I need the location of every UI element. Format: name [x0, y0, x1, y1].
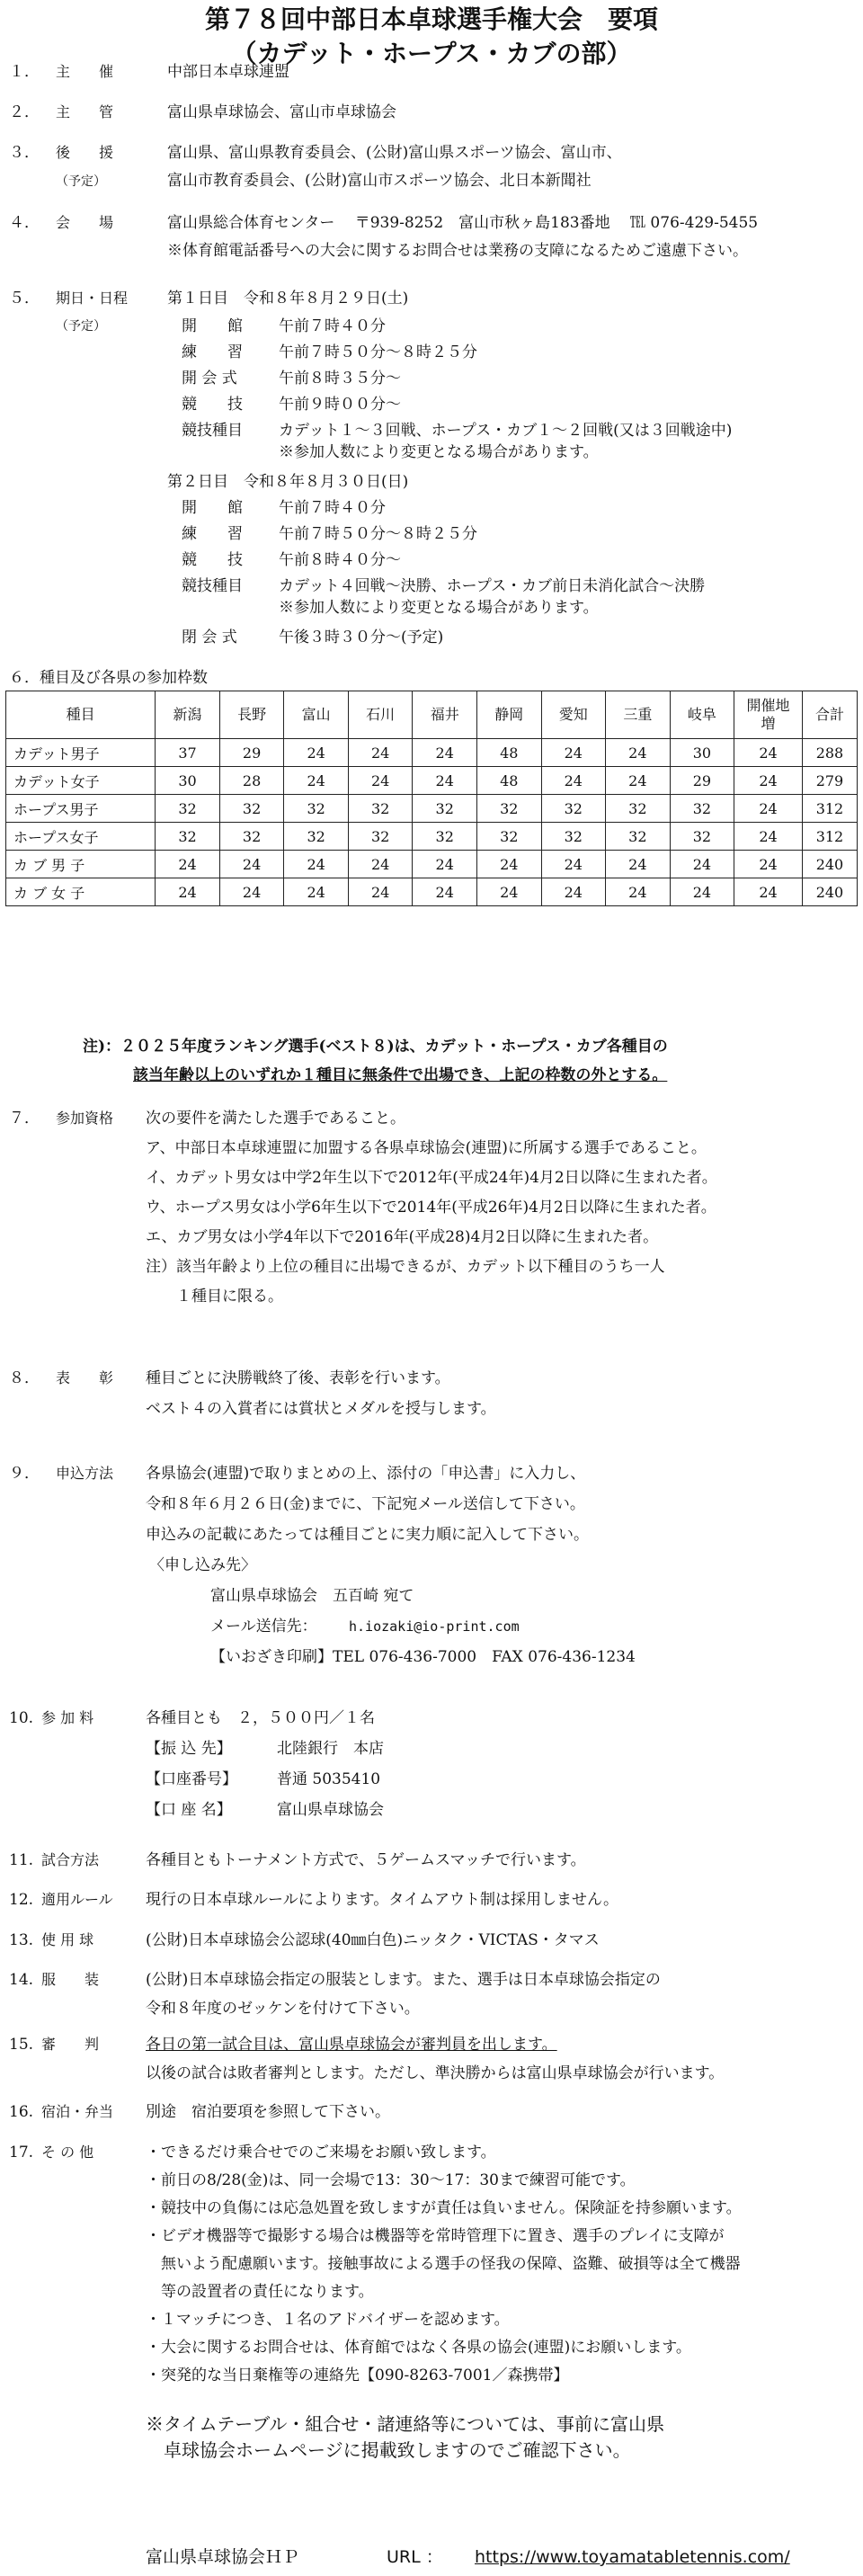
- table-cell: 279: [802, 767, 857, 795]
- day2-item-value: 午前７時４０分: [279, 499, 386, 517]
- bank-value: 北陸銀行 本店: [277, 1740, 384, 1758]
- table-header: 岐阜: [670, 691, 734, 739]
- footer-label: 富山県卓球協会ＨＰ: [146, 2547, 300, 2567]
- table-cell: 32: [156, 795, 220, 823]
- table-cell: 24: [734, 823, 803, 851]
- section-5-day2: 第２日目 令和８年８月３０日(日): [167, 473, 409, 491]
- other-note-line: 等の設置者の責任になります。: [146, 2283, 374, 2301]
- section-16-number: 16.: [9, 2103, 34, 2121]
- day1-item-label: 練 習: [182, 343, 243, 361]
- table-cell: 32: [541, 823, 606, 851]
- section-10-line1: 各種目とも ２，５００円／１名: [146, 1709, 375, 1727]
- eligibility-line: ウ、ホープス男女は小学6年生以下で2014年(平成26年)4月2日以降に生まれた者。: [146, 1199, 716, 1217]
- table-cell: 24: [734, 878, 803, 906]
- section-9-number: ９．: [9, 1465, 40, 1483]
- day1-item-note: ※参加人数により変更となる場合があります。: [279, 443, 599, 461]
- day2-item-label: 競技種目: [182, 577, 243, 595]
- table-cell: 28: [219, 767, 284, 795]
- day1-item-label: 開 会 式: [182, 370, 237, 388]
- table-cell: 32: [670, 823, 734, 851]
- section-8-line2: ベスト４の入賞者には賞状とメダルを授与します。: [146, 1400, 496, 1418]
- eligibility-line: エ、カブ男女は小学4年以下で2016年(平成28)4月2日以降に生まれた者。: [146, 1228, 659, 1246]
- ranking-note-line1: 注)：２０２５年度ランキング選手(ベスト８)は、カデット・ホープス・カブ各種目の: [83, 1038, 668, 1056]
- section-2-number: ２．: [9, 103, 40, 121]
- other-note-line: ・ビデオ機器等で撮影する場合は機器等を常時管理下に置き、選手のプレイに支障が: [146, 2227, 725, 2245]
- table-cell: 24: [413, 878, 477, 906]
- application-destination-label: 〈申し込み先〉: [149, 1556, 256, 1574]
- table-row: [6, 851, 858, 878]
- table-cell: 32: [606, 823, 671, 851]
- table-cell: 32: [541, 795, 606, 823]
- section-11-text: 各種目ともトーナメント方式で、５ゲームスマッチで行います。: [146, 1851, 586, 1869]
- table-cell: 24: [606, 851, 671, 878]
- section-9-line1: 各県協会(連盟)で取りまとめの上、添付の「申込書」に入力し、: [146, 1465, 586, 1483]
- section-15-line1: 各日の第一試合目は、富山県卓球協会が審判員を出します。: [146, 2036, 557, 2054]
- application-destination: 富山県卓球協会 五百崎 宛て: [210, 1587, 414, 1605]
- day2-item-value: 午前８時４０分～: [279, 551, 401, 569]
- table-cell: 29: [219, 739, 284, 767]
- table-cell: 48: [476, 739, 541, 767]
- table-cell: 32: [219, 795, 284, 823]
- day1-item-label: 開 館: [182, 317, 243, 335]
- table-cell: 24: [476, 878, 541, 906]
- table-row-label: カデット女子: [6, 767, 156, 795]
- day2-item-label: 閉 会 式: [182, 628, 237, 646]
- other-note-line: ・大会に関するお問合せは、体育館ではなく各県の協会(連盟)にお願いします。: [146, 2339, 691, 2357]
- section-17-label: そ の 他: [41, 2144, 94, 2161]
- table-cell: 30: [670, 739, 734, 767]
- section-4-number: ４．: [9, 214, 40, 232]
- section-4-line1: 富山県総合体育センター 〒939-8252 富山市秋ヶ島183番地 ℡ 076-429-5455: [167, 214, 759, 232]
- section-12-label: 適用ルール: [41, 1891, 113, 1908]
- section-1-number: １．: [9, 63, 40, 81]
- table-cell: 24: [156, 851, 220, 878]
- table-cell: 24: [606, 739, 671, 767]
- table-cell: 312: [802, 795, 857, 823]
- section-10-number: 10.: [9, 1709, 34, 1727]
- day2-item-value: 午前７時５０分～８時２５分: [279, 525, 477, 543]
- closing-note-line2: 卓球協会ホームページに掲載致しますのでご確認下さい。: [146, 2439, 631, 2461]
- table-cell: 24: [156, 878, 220, 906]
- account-name-value: 富山県卓球協会: [277, 1801, 384, 1819]
- section-5-label: 期日・日程: [56, 290, 129, 307]
- bank-label: 【振 込 先】: [146, 1740, 232, 1758]
- table-row-label: ホープス女子: [6, 823, 156, 851]
- day2-item-label: 開 館: [182, 499, 243, 517]
- document-subtitle: （カデット・ホープス・カブの部）: [231, 39, 632, 68]
- table-cell: 24: [413, 767, 477, 795]
- table-cell: 32: [284, 795, 349, 823]
- section-12-number: 12.: [9, 1891, 34, 1909]
- table-cell: 32: [284, 823, 349, 851]
- section-5-note: （予定）: [56, 319, 106, 334]
- section-9-label: 申込方法: [56, 1465, 114, 1482]
- table-cell: 24: [284, 851, 349, 878]
- section-3-line2: 富山市教育委員会、(公財)富山市スポーツ協会、北日本新聞社: [167, 172, 592, 190]
- table-cell: 32: [156, 823, 220, 851]
- day1-item-value: 午前７時４０分: [279, 317, 386, 335]
- other-note-line: ・前日の8/28(金)は、同一会場で13：30～17：30まで練習可能です。: [146, 2171, 636, 2189]
- table-cell: 24: [541, 878, 606, 906]
- table-cell: 37: [156, 739, 220, 767]
- day2-item-value: 午後３時３０分～(予定): [279, 628, 444, 646]
- table-header-row: [6, 691, 858, 739]
- table-header: 合計: [802, 691, 857, 739]
- section-3-number: ３．: [9, 144, 40, 162]
- section-7-number: ７．: [9, 1110, 40, 1128]
- section-2-text: 富山県卓球協会、富山市卓球協会: [167, 103, 396, 121]
- table-header: 福井: [413, 691, 477, 739]
- account-number-value: 普通 5035410: [277, 1770, 381, 1788]
- table-cell: 24: [348, 739, 413, 767]
- section-4-line2: ※体育館電話番号への大会に関するお問合せは業務の支障になるためご遠慮下さい。: [167, 242, 748, 260]
- table-header: 種目: [6, 691, 156, 739]
- table-header: 新潟: [156, 691, 220, 739]
- table-cell: 24: [734, 767, 803, 795]
- section-9-line3: 申込みの記載にあたっては種目ごとに実力順に記入して下さい。: [146, 1526, 589, 1544]
- table-cell: 32: [670, 795, 734, 823]
- footer-url-label: URL ：: [387, 2547, 443, 2567]
- section-7-label: 参加資格: [56, 1110, 114, 1127]
- section-1-label: 主 催: [56, 63, 114, 80]
- table-row: [6, 878, 858, 906]
- section-2-label: 主 管: [56, 103, 114, 120]
- table-cell: 24: [606, 767, 671, 795]
- closing-note-line1: ※タイムテーブル・組合せ・諸連絡等については、事前に富山県: [146, 2413, 664, 2435]
- footer-url-link[interactable]: https://www.toyamatabletennis.com/: [475, 2547, 790, 2567]
- day2-item-note: ※参加人数により変更となる場合があります。: [279, 599, 599, 617]
- table-cell: 24: [348, 878, 413, 906]
- section-5-day1: 第１日目 令和８年８月２９日(土): [167, 290, 409, 308]
- day1-item-value: カデット１～３回戦、ホープス・カブ１～２回戦(又は３回戦途中): [279, 422, 733, 440]
- table-cell: 24: [541, 767, 606, 795]
- table-cell: 24: [734, 795, 803, 823]
- section-3-label: 後 援: [56, 144, 114, 161]
- table-cell: 24: [670, 878, 734, 906]
- table-header: 石川: [348, 691, 413, 739]
- table-row: [6, 823, 858, 851]
- eligibility-line: 次の要件を満たした選手であること。: [146, 1110, 405, 1128]
- other-note-line: ・突発的な当日棄権等の連絡先【090-8263-7001／森携帯】: [146, 2367, 569, 2384]
- section-15-line2: 以後の試合は敗者審判とします。ただし、準決勝からは富山県卓球協会が行います。: [146, 2064, 725, 2082]
- table-cell: 30: [156, 767, 220, 795]
- table-header: 長野: [219, 691, 284, 739]
- table-cell: 24: [541, 739, 606, 767]
- table-cell: 240: [802, 851, 857, 878]
- eligibility-line: １種目に限る。: [146, 1288, 283, 1306]
- section-14-label: 服 装: [41, 1971, 100, 1988]
- day1-item-value: 午前８時３５分～: [279, 370, 401, 388]
- table-cell: 32: [413, 795, 477, 823]
- section-15-number: 15.: [9, 2036, 34, 2054]
- table-cell: 48: [476, 767, 541, 795]
- section-6-heading: ６．種目及び各県の参加枠数: [9, 669, 208, 687]
- mail-address-link[interactable]: h.iozaki@io-print.com: [349, 1618, 520, 1635]
- table-header: 静岡: [476, 691, 541, 739]
- section-1-text: 中部日本卓球連盟: [167, 63, 289, 81]
- section-11-label: 試合方法: [41, 1851, 100, 1868]
- section-8-line1: 種目ごとに決勝戦終了後、表彰を行います。: [146, 1369, 450, 1387]
- table-cell: 24: [734, 739, 803, 767]
- day2-item-label: 練 習: [182, 525, 243, 543]
- mail-label: メール送信先：: [210, 1618, 317, 1636]
- table-cell: 24: [284, 767, 349, 795]
- table-header: 三重: [606, 691, 671, 739]
- day1-item-value: 午前９時００分～: [279, 396, 401, 414]
- table-cell: 24: [284, 878, 349, 906]
- section-10-label: 参 加 料: [41, 1709, 94, 1726]
- day1-item-label: 競 技: [182, 396, 243, 414]
- table-row-label: ホープス男子: [6, 795, 156, 823]
- section-5-number: ５．: [9, 290, 40, 308]
- table-cell: 24: [734, 851, 803, 878]
- day2-item-value: カデット４回戦～決勝、ホープス・カブ前日未消化試合～決勝: [279, 577, 706, 595]
- table-cell: 24: [476, 851, 541, 878]
- section-14-line2: 令和８年度のゼッケンを付けて下さい。: [146, 2000, 420, 2018]
- section-13-label: 使 用 球: [41, 1931, 94, 1948]
- section-12-text: 現行の日本卓球ルールによります。タイムアウト制は採用しません。: [146, 1891, 618, 1909]
- section-15-label: 審 判: [41, 2036, 100, 2053]
- section-8-label: 表 彰: [56, 1369, 114, 1386]
- section-14-number: 14.: [9, 1971, 34, 1989]
- section-16-label: 宿泊・弁当: [41, 2103, 114, 2120]
- other-note-line: ・競技中の負傷には応急処置を致しますが責任は負いません。保険証を持参願います。: [146, 2199, 742, 2217]
- document-title: 第７８回中部日本卓球選手権大会 要項: [204, 4, 658, 34]
- account-number-label: 【口座番号】: [146, 1770, 237, 1788]
- eligibility-line: ア、中部日本卓球連盟に加盟する各県卓球協会(連盟)に所属する選手であること。: [146, 1139, 707, 1157]
- section-8-number: ８．: [9, 1369, 40, 1387]
- section-3-note: （予定）: [56, 174, 106, 189]
- table-cell: 24: [606, 878, 671, 906]
- section-14-line1: (公財)日本卓球協会指定の服装とします。また、選手は日本卓球協会指定の: [146, 1971, 661, 1989]
- table-row: [6, 739, 858, 767]
- table-cell: 29: [670, 767, 734, 795]
- table-row: [6, 767, 858, 795]
- other-note-line: ・１マッチにつき、１名のアドバイザーを認めます。: [146, 2311, 510, 2329]
- table-header-text: 開催地増: [746, 697, 790, 732]
- table-row-label: カデット男子: [6, 739, 156, 767]
- section-13-text: (公財)日本卓球協会公認球(40㎜白色)ニッタク・VICTAS・タマス: [146, 1931, 600, 1949]
- eligibility-line: イ、カデット男女は中学2年生以下で2012年(平成24年)4月2日以降に生まれた者。: [146, 1169, 717, 1187]
- table-cell: 32: [476, 823, 541, 851]
- table-cell: 312: [802, 823, 857, 851]
- table-cell: 240: [802, 878, 857, 906]
- table-header: 富山: [284, 691, 349, 739]
- day1-item-label: 競技種目: [182, 422, 243, 440]
- table-cell: 32: [476, 795, 541, 823]
- section-17-number: 17.: [9, 2144, 34, 2162]
- table-cell: 32: [219, 823, 284, 851]
- contact-phone: 【いおざき印刷】TEL 076-436-7000 FAX 076-436-1234: [210, 1648, 636, 1666]
- table-cell: 24: [413, 851, 477, 878]
- table-cell: 24: [670, 851, 734, 878]
- table-cell: 24: [219, 878, 284, 906]
- table-cell: 24: [348, 767, 413, 795]
- table-row-label: カ ブ 女 子: [6, 878, 156, 906]
- table-header-kaisai: [734, 691, 803, 739]
- participation-table: [5, 691, 858, 906]
- table-cell: 24: [541, 851, 606, 878]
- table-cell: 288: [802, 739, 857, 767]
- eligibility-line: 注）該当年齢より上位の種目に出場できるが、カデット以下種目のうち一人: [146, 1258, 665, 1276]
- day1-item-value: 午前７時５０分～８時２５分: [279, 343, 477, 361]
- section-16-text: 別途 宿泊要項を参照して下さい。: [146, 2103, 390, 2121]
- table-cell: 32: [413, 823, 477, 851]
- section-13-number: 13.: [9, 1931, 34, 1949]
- table-cell: 24: [348, 851, 413, 878]
- table-cell: 32: [348, 823, 413, 851]
- section-4-label: 会 場: [56, 214, 114, 231]
- table-cell: 32: [348, 795, 413, 823]
- table-row-label: カ ブ 男 子: [6, 851, 156, 878]
- table-row: [6, 795, 858, 823]
- other-note-line: 無いよう配慮願います。接触事故による選手の怪我の保障、盗難、破損等は全て機器: [146, 2255, 741, 2273]
- other-note-line: ・できるだけ乗合せでのご来場をお願い致します。: [146, 2144, 496, 2162]
- section-9-line2: 令和８年６月２６日(金)までに、下記宛メール送信して下さい。: [146, 1495, 585, 1513]
- account-name-label: 【口 座 名】: [146, 1801, 232, 1819]
- table-cell: 24: [284, 739, 349, 767]
- table-cell: 24: [219, 851, 284, 878]
- table-header: 愛知: [541, 691, 606, 739]
- section-3-line1: 富山県、富山県教育委員会、(公財)富山県スポーツ協会、富山市、: [167, 144, 622, 162]
- table-cell: 32: [606, 795, 671, 823]
- day2-item-label: 競 技: [182, 551, 243, 569]
- ranking-note-line2: 該当年齢以上のいずれか１種目に無条件で出場でき、上記の枠数の外とする。: [133, 1066, 668, 1084]
- section-11-number: 11.: [9, 1851, 34, 1869]
- table-cell: 24: [413, 739, 477, 767]
